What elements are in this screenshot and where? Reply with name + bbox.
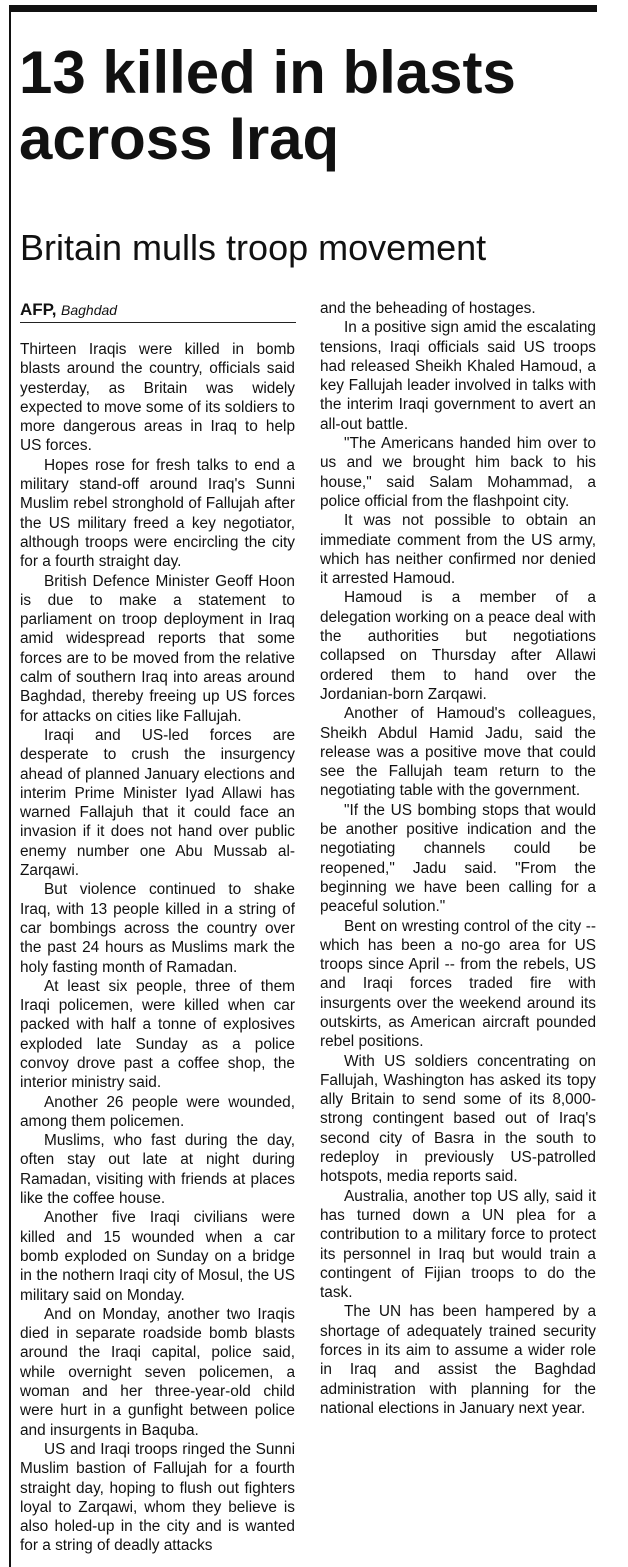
paragraph: Bent on wresting control of the city -- which has been a no-go area for US troops since April -- from the rebels, US and Iraqi forces traded fire with insurgents over the weekend around its outskirts, as American aircraft pounded rebel positions. xyxy=(320,917,596,1051)
byline-agency: AFP, xyxy=(20,300,57,319)
paragraph: Iraqi and US-led forces are desperate to crush the insurgency ahead of planned January elections and interim Prime Minister Iyad Allawi has warned Fallajuh that it could face an invasion if it does not hand over public enemy number one Abu Mussab al-Zarqawi. xyxy=(20,726,295,880)
paragraph: With US soldiers concentrating on Fallujah, Washington has asked its topy ally Britain to send some of its 8,000-strong contingent based out of Iraq's second city of Basra in the south to redeploy in previously US-patrolled hotspots, media reports said. xyxy=(320,1052,596,1186)
paragraph: "The Americans handed him over to us and we brought him back to his house," said Salam Mohammad, a police official from the flashpoint city. xyxy=(320,435,596,510)
paragraph: Another of Hamoud's colleagues, Sheikh Abdul Hamid Jadu, said the release was a positive move that could see the Fallujah team return to the negotiating table with the government. xyxy=(320,705,596,800)
byline xyxy=(20,300,296,323)
paragraph: Muslims, who fast during the day, often stay out late at night during Ramadan, visiting with friends at places like the coffee house. xyxy=(20,1132,295,1208)
paragraph: At least six people, three of them Iraqi policemen, were killed when car packed with half a tonne of explosives exploded late Sunday as a police convoy drove past a coffee shop, the interior ministry said. xyxy=(20,977,295,1092)
paragraph: Hopes rose for fresh talks to end a military stand-off around Iraq's Sunni Muslim rebel stronghold of Fallujah after the US military freed a key negotiator, although troops were encircling the city for a fourth straight day. xyxy=(20,456,295,571)
paragraph: Australia, another top US ally, said it has turned down a UN plea for a contribution to a military force to protect its personnel in Iraq but would train a contingent of Fijian troops to do the task. xyxy=(320,1187,596,1302)
paragraph: Another 26 people were wounded, among them policemen. xyxy=(20,1093,295,1130)
paragraph: US and Iraqi troops ringed the Sunni Muslim bastion of Fallujah for a fourth straight day, hoping to flush out fighters loyal to Zarqawi, whom they believe is also holed-up in the city and is wanted for a string of deadly attacks xyxy=(20,1440,295,1555)
paragraph: Another five Iraqi civilians were killed and 15 wounded when a car bomb exploded on Sunday on a bridge in the nothern Iraqi city of Mosul, the US military said on Monday. xyxy=(20,1209,295,1304)
article-column-1 xyxy=(20,340,295,1567)
paragraph: But violence continued to shake Iraq, with 13 people killed in a string of car bombings across the country over the past 24 hours as Muslims mark the holy fasting month of Ramadan. xyxy=(20,881,295,976)
paragraph: and the beheading of hostages. xyxy=(320,300,536,317)
paragraph: And on Monday, another two Iraqis died in separate roadside bomb blasts around the Iraqi capital, police said, while overnight seven policemen, a woman and her three-year-old child were hurt in a gunfight between police and insurgents in Baquba. xyxy=(20,1305,295,1439)
byline-location: Baghdad xyxy=(61,302,118,318)
paragraph: Hamoud is a member of a delegation working on a peace deal with the authorities but negotiations collapsed on Thursday after Allawi ordered them to hand over the Jordanian-born Zarqawi. xyxy=(320,589,596,703)
paragraph: Thirteen Iraqis were killed in bomb blasts around the country, officials said yesterday, as Britain was widely expected to move some of its soldiers to more dangerous areas in Iraq to help US forces. xyxy=(20,341,295,455)
headline: 13 killed in blasts across Iraq xyxy=(19,39,516,172)
article-column-2 xyxy=(320,299,596,1567)
paragraph: The UN has been hampered by a shortage of adequately trained security forces in its aim to assume a wider role in Iraq and assist the Baghdad administration with planning for the national elections in January next year. xyxy=(320,1303,596,1417)
paragraph: "If the US bombing stops that would be another positive indication and the negotiating channels could be reopened," Jadu said. "From the beginning we have been calling for a peaceful solution." xyxy=(320,801,596,916)
left-rule xyxy=(9,12,11,1567)
paragraph: In a positive sign amid the escalating tensions, Iraqi officials said US troops had released Sheikh Khaled Hamoud, a key Fallujah leader involved in talks with the interim Iraqi government to avert an all-out battle. xyxy=(320,319,596,433)
subheadline: Britain mulls troop movement xyxy=(20,227,487,268)
paragraph: It was not possible to obtain an immediate comment from the US army, which has neither confirmed nor denied it arrested Hamoud. xyxy=(320,512,596,588)
paragraph: British Defence Minister Geoff Hoon is due to make a statement to parliament on troop deployment in Iraq amid widespread reports that some forces are to be moved from the relative calm of southern Iraq into areas around Baghdad, thereby freeing up US forces for attacks on cities like Fallujah. xyxy=(20,572,295,725)
top-rule xyxy=(9,5,597,12)
